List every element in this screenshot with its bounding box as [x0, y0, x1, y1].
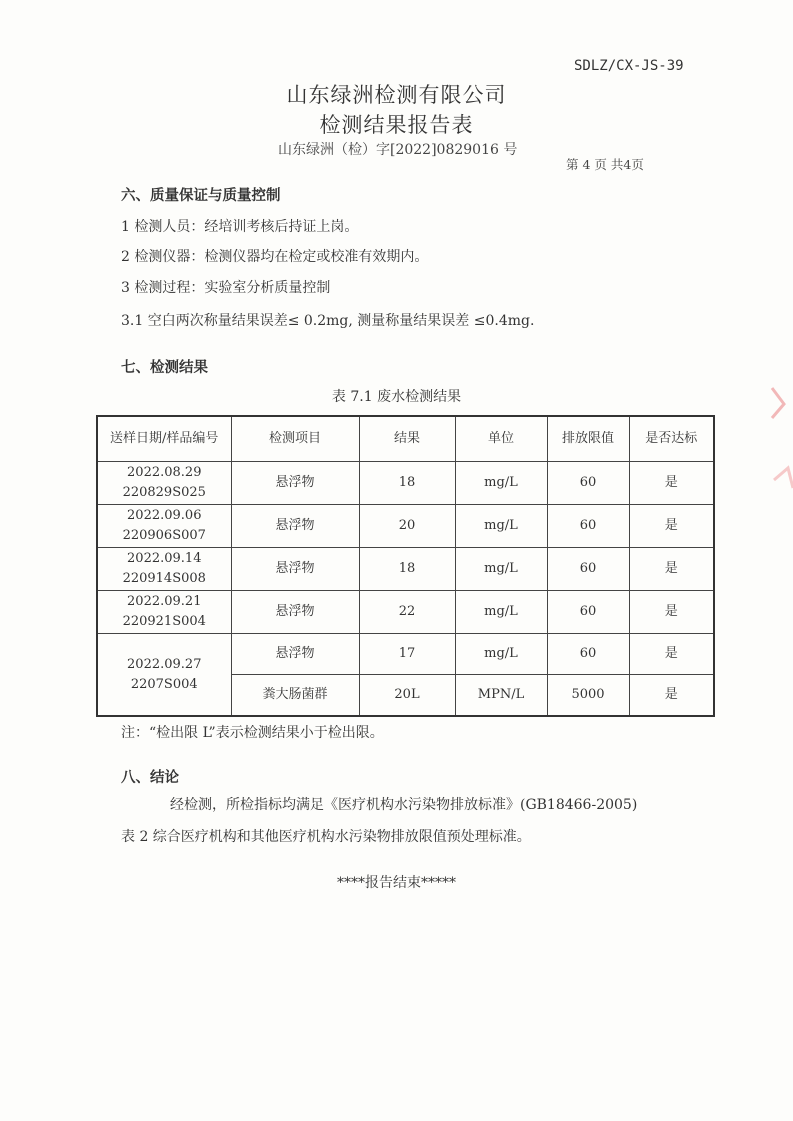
unit-cell: mg/L	[455, 634, 547, 675]
item-cell: 悬浮物	[231, 462, 359, 505]
document-code: SDLZ/CX-JS-39	[574, 58, 684, 74]
item-cell: 悬浮物	[231, 548, 359, 591]
compliance-cell: 是	[629, 462, 714, 505]
limit-cell: 5000	[547, 675, 629, 717]
seal-stamp-fragment	[770, 380, 793, 510]
col-header-result: 结果	[359, 416, 455, 462]
sample-cell: 2022.08.29 220829S025	[97, 462, 231, 505]
results-table	[96, 415, 715, 717]
table-row	[97, 462, 714, 505]
table-header-row	[97, 416, 714, 462]
item-cell: 悬浮物	[231, 591, 359, 634]
qa-item-1: 1 检测人员：经培训考核后持证上岗。	[121, 219, 359, 235]
col-header-compliance: 是否达标	[629, 416, 714, 462]
result-cell: 20L	[359, 675, 455, 717]
unit-cell: mg/L	[455, 505, 547, 548]
sample-cell: 2022.09.21 220921S004	[97, 591, 231, 634]
result-cell: 18	[359, 462, 455, 505]
section8-heading: 八、结论	[121, 769, 179, 786]
unit-cell: mg/L	[455, 548, 547, 591]
col-header-limit: 排放限值	[547, 416, 629, 462]
limit-cell: 60	[547, 634, 629, 675]
table-row	[97, 591, 714, 634]
sample-cell: 2022.09.27 2207S004	[97, 634, 231, 717]
conclusion-line-1: 经检测，所检指标均满足《医疗机构水污染物排放标准》(GB18466-2005)	[170, 797, 638, 813]
compliance-cell: 是	[629, 591, 714, 634]
result-cell: 20	[359, 505, 455, 548]
limit-cell: 60	[547, 591, 629, 634]
sample-cell: 2022.09.06 220906S007	[97, 505, 231, 548]
qa-item-2: 2 检测仪器：检测仪器均在检定或校准有效期内。	[121, 249, 429, 265]
table-note: 注：“检出限 L”表示检测结果小于检出限。	[121, 725, 384, 741]
report-end-mark: ****报告结束*****	[337, 875, 456, 891]
item-cell: 悬浮物	[231, 505, 359, 548]
compliance-cell: 是	[629, 505, 714, 548]
table-row	[97, 634, 714, 675]
table-caption: 表 7.1 废水检测结果	[331, 389, 462, 405]
compliance-cell: 是	[629, 675, 714, 717]
company-name: 山东绿洲检测有限公司	[286, 83, 507, 107]
compliance-cell: 是	[629, 548, 714, 591]
sample-cell: 2022.09.14 220914S008	[97, 548, 231, 591]
table-row	[97, 548, 714, 591]
limit-cell: 60	[547, 548, 629, 591]
unit-cell: mg/L	[455, 591, 547, 634]
conclusion-line-2: 表 2 综合医疗机构和其他医疗机构水污染物排放限值预处理标准。	[121, 829, 531, 845]
col-header-item: 检测项目	[231, 416, 359, 462]
result-cell: 17	[359, 634, 455, 675]
section7-heading: 七、检测结果	[121, 359, 208, 376]
table-row	[97, 505, 714, 548]
col-header-sample: 送样日期/样品编号	[97, 416, 231, 462]
item-cell: 悬浮物	[231, 634, 359, 675]
result-cell: 18	[359, 548, 455, 591]
item-cell: 粪大肠菌群	[231, 675, 359, 717]
qa-item-3: 3 检测过程：实验室分析质量控制	[121, 280, 331, 296]
result-cell: 22	[359, 591, 455, 634]
unit-cell: mg/L	[455, 462, 547, 505]
limit-cell: 60	[547, 505, 629, 548]
qa-item-3-1: 3.1 空白两次称量结果误差≤ 0.2mg, 测量称量结果误差 ≤0.4mg.	[121, 313, 535, 329]
limit-cell: 60	[547, 462, 629, 505]
compliance-cell: 是	[629, 634, 714, 675]
section6-heading: 六、质量保证与质量控制	[121, 187, 281, 204]
page-number: 第 4 页 共4页	[566, 157, 644, 172]
document-number: 山东绿洲（检）字[2022]0829016 号	[278, 142, 518, 158]
unit-cell: MPN/L	[455, 675, 547, 717]
report-title: 检测结果报告表	[319, 113, 474, 137]
col-header-unit: 单位	[455, 416, 547, 462]
